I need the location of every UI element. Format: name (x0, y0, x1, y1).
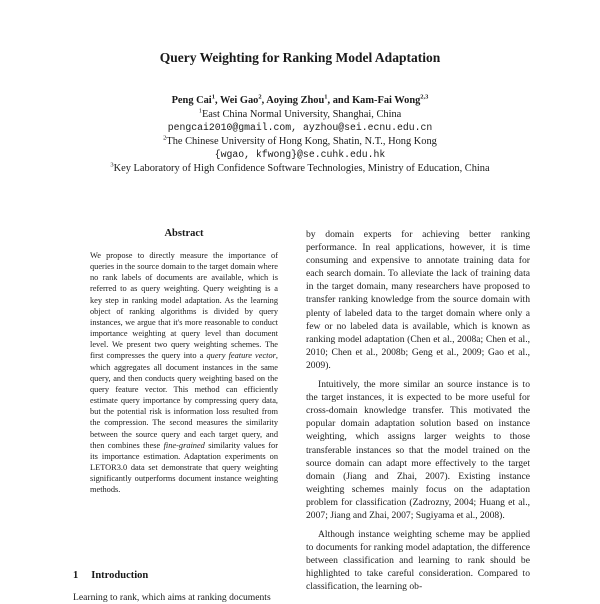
affiliation-text: Key Laboratory of High Confidence Software Technologies, Ministry of Education, China (113, 162, 490, 174)
affil-mark: 1 (198, 107, 202, 115)
abstract-text: , which aggregates all document instances in the same query, and then conducts query weighting based on the query feature vector. This method can efficiently estimate query importance by compressing query data, but the potential risk is information loss resulted from the compression. The second measures the similarity between the source query and each target query, and then combines these (90, 351, 279, 450)
abstract-emphasis: fine-grained (163, 440, 205, 450)
author-affil-mark: 2,3 (420, 93, 429, 101)
author-separator: , (261, 95, 267, 106)
section-title: Introduction (91, 570, 149, 581)
author-affil-mark: 2 (258, 93, 262, 101)
introduction-first-line: Learning to rank, which aims at ranking documents (73, 592, 271, 603)
affiliation-text: East China Normal University, Shanghai, China (201, 108, 402, 120)
author-names (0, 94, 600, 108)
affil-mark: 3 (110, 161, 114, 169)
paper-title: Query Weighting for Ranking Model Adaptation (159, 50, 441, 65)
right-column-body (306, 228, 530, 594)
section-heading-introduction (73, 570, 148, 581)
author-name: Peng Cai (171, 95, 212, 106)
abstract-heading: Abstract (164, 228, 204, 239)
section-number: 1 (73, 570, 79, 581)
abstract-text: similarity values for its importance estimation. Adaptation experiments on LETOR3.0 data set demonstrate that query weighting significantly outperforms document instance weighting methods. (90, 440, 278, 495)
body-paragraph: Intuitively, the more similar an source instance is to the target instances, it is expected to be more useful for cross-domain knowledge transfer. This motivated the popular domain adaptation solution based on instance weighting, which assigns larger weights to those transferable instances so that the model trained on the source domain can adapt more effectively to the target domain (Jiang and Zhai, 2007). Existing instance weighting schemes mainly focus on the adaptation problem for classification (Zadrozny, 2004; Huang et al., 2007; Jiang and Zhai, 2007; Sugiyama et al., 2008). (306, 379, 530, 521)
abstract-body (90, 250, 278, 495)
email-line-2: {wgao, kfwong}@se.cuhk.edu.hk (214, 149, 386, 161)
author-block (0, 94, 600, 176)
author-name: Aoying Zhou (266, 95, 325, 106)
author-affil-mark: 1 (211, 93, 215, 101)
affiliation-text: The Chinese University of Hong Kong, Shatin, N.T., Hong Kong (166, 135, 437, 147)
abstract-text: We propose to directly measure the importance of queries in the source domain to the target domain where no rank labels of documents are available, which is referred to as query weighting. Query weighting is a key step in ranking model adaptation. As the learning object of ranking algorithms is divided by query instances, we argue that it's more reasonable to conduct importance weighting at query level than document level. We present two query weighting schemes. The first compresses the query into a (90, 251, 278, 361)
body-paragraph: by domain experts for achieving better ranking performance. In real applications, however, it is time consuming and expensive to annotate training data for each search domain. To alleviate the lack of training data in the target domain, many researchers have proposed to transfer ranking knowledge from the source domain with plenty of labeled data to the target domain where only a few or no labeled data is available, which is known as ranking model adaptation (Chen et al., 2008a; Chen et al., 2010; Chen et al., 2008b; Geng et al., 2009; Gao et al., 2009). (306, 229, 530, 371)
author-name: Kam-Fai Wong (352, 95, 421, 106)
affiliation-2 (0, 135, 600, 149)
author-name: Wei Gao (219, 95, 259, 106)
body-paragraph: Although instance weighting scheme may be applied to documents for ranking model adaptation, the difference between classification and learning to rank should be highlighted to take careful consideration. Compared to classification, the learning ob- (306, 529, 530, 593)
affiliation-1 (0, 108, 600, 122)
author-separator: , (214, 95, 220, 106)
abstract-paragraph (90, 250, 278, 495)
affiliation-3 (0, 162, 600, 176)
affil-mark: 2 (163, 134, 167, 142)
author-separator: , and (327, 95, 353, 106)
email-line-1: pengcai2010@gmail.com, ayzhou@sei.ecnu.edu.cn (167, 122, 433, 134)
author-affil-mark: 1 (324, 93, 328, 101)
abstract-emphasis: query feature vector (206, 351, 276, 361)
